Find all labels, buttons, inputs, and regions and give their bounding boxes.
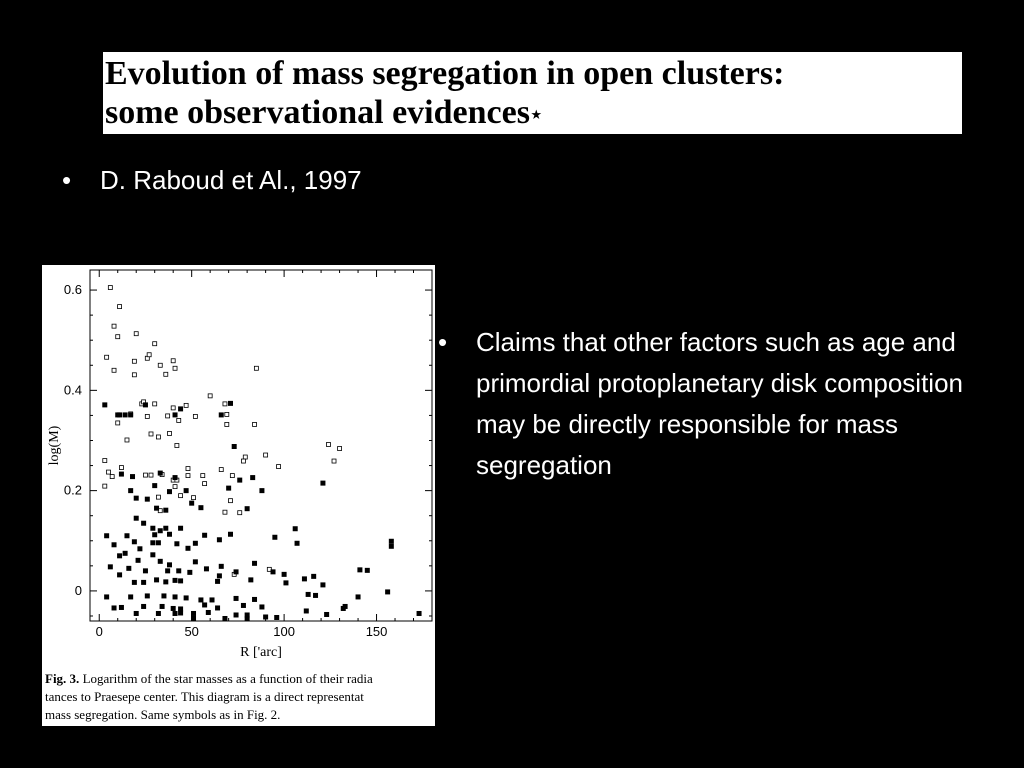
caption-line-2: tances to Praesepe center. This diagram is a direct representat [45, 689, 364, 704]
data-point-filled [132, 539, 137, 544]
data-point-filled [226, 486, 231, 491]
data-point-filled [311, 574, 316, 579]
data-point-filled [123, 551, 128, 556]
data-point-open [145, 414, 149, 418]
data-point-filled [295, 541, 300, 546]
data-point-open [166, 414, 170, 418]
data-point-filled [304, 608, 309, 613]
x-tick-label: 0 [95, 624, 103, 639]
figure-caption [45, 670, 435, 724]
data-point-open [241, 459, 245, 463]
data-point-filled [206, 610, 211, 615]
data-point-filled [167, 562, 172, 567]
data-point-filled [252, 597, 257, 602]
data-point-filled [219, 564, 224, 569]
data-point-filled [104, 594, 109, 599]
data-point-open [223, 402, 227, 406]
data-point-filled [119, 472, 124, 477]
data-point-filled [156, 540, 161, 545]
data-point-filled [282, 572, 287, 577]
x-tick-label: 100 [273, 624, 295, 639]
title-line-2-text: some observational evidences [105, 94, 530, 131]
data-point-open [179, 494, 183, 498]
data-point-open [103, 459, 107, 463]
data-point-open [108, 286, 112, 290]
data-point-filled [158, 559, 163, 564]
data-point-filled [189, 501, 194, 506]
data-point-filled [141, 521, 146, 526]
data-point-filled [198, 597, 203, 602]
data-point-open [238, 511, 242, 515]
data-point-filled [302, 576, 307, 581]
data-point-open [173, 485, 177, 489]
data-point-open [158, 363, 162, 367]
data-point-filled [158, 528, 163, 533]
data-point-filled [150, 526, 155, 531]
data-point-open [223, 510, 227, 514]
data-point-filled [293, 526, 298, 531]
data-point-filled [124, 533, 129, 538]
data-point-open [193, 414, 197, 418]
data-point-open [134, 332, 138, 336]
data-point-open [112, 324, 116, 328]
bullet-dot: • [62, 165, 72, 195]
data-point-open [171, 359, 175, 363]
data-point-filled [167, 489, 172, 494]
data-point-filled [259, 604, 264, 609]
data-point-open [116, 335, 120, 339]
data-point-filled [324, 612, 329, 617]
data-point-open [132, 373, 136, 377]
data-point-filled [173, 578, 178, 583]
data-point-filled [112, 542, 117, 547]
data-point-filled [104, 533, 109, 538]
data-point-open [118, 305, 122, 309]
data-point-filled [145, 497, 150, 502]
data-point-open [253, 422, 257, 426]
data-point-filled [245, 616, 250, 621]
data-point-filled [130, 474, 135, 479]
data-point-open [277, 465, 281, 469]
data-point-filled [154, 506, 159, 511]
data-point-filled [222, 616, 227, 621]
data-point-filled [178, 406, 183, 411]
data-point-filled [134, 611, 139, 616]
data-point-filled [234, 569, 239, 574]
data-point-open [228, 499, 232, 503]
data-point-open [156, 435, 160, 439]
data-point-filled [132, 580, 137, 585]
data-point-filled [145, 593, 150, 598]
data-point-filled [156, 611, 161, 616]
data-point-open [147, 353, 151, 357]
data-point-open [186, 467, 190, 471]
data-point-open [184, 403, 188, 407]
data-point-filled [128, 412, 133, 417]
data-point-filled [152, 532, 157, 537]
data-point-filled [117, 412, 122, 417]
data-point-filled [234, 596, 239, 601]
y-tick-label: 0.6 [63, 282, 82, 298]
data-point-filled [250, 475, 255, 480]
data-point-open [208, 394, 212, 398]
data-point-open [201, 474, 205, 478]
data-point-filled [193, 541, 198, 546]
data-point-filled [134, 496, 139, 501]
x-tick-label: 150 [365, 624, 388, 639]
data-point-filled [320, 582, 325, 587]
data-point-open [173, 366, 177, 370]
caption-label: Fig. 3. [45, 671, 80, 686]
data-point-open [106, 470, 110, 474]
data-point-filled [117, 572, 122, 577]
data-point-filled [417, 611, 422, 616]
y-tick-label: 0.4 [63, 382, 82, 398]
data-point-filled [283, 580, 288, 585]
data-point-filled [202, 533, 207, 538]
data-point-filled [237, 478, 242, 483]
data-point-filled [185, 546, 190, 551]
data-point-filled [215, 579, 220, 584]
data-point-filled [184, 595, 189, 600]
data-point-open [132, 359, 136, 363]
y-tick-label: 0.2 [63, 482, 82, 498]
data-point-filled [178, 610, 183, 615]
data-point-filled [143, 402, 148, 407]
data-point-filled [259, 488, 264, 493]
data-point-open [105, 355, 109, 359]
data-point-filled [173, 412, 178, 417]
data-point-filled [163, 579, 168, 584]
data-point-open [338, 447, 342, 451]
data-point-filled [134, 516, 139, 521]
data-point-filled [158, 471, 163, 476]
data-point-filled [228, 401, 233, 406]
data-point-filled [165, 568, 170, 573]
data-point-filled [357, 567, 362, 572]
data-point-filled [271, 569, 276, 574]
bullet-dot: • [438, 327, 448, 357]
data-point-filled [204, 566, 209, 571]
data-point-open [219, 468, 223, 472]
title-line-2 [105, 93, 542, 133]
figure-panel [42, 265, 435, 726]
data-point-open [119, 466, 123, 470]
data-point-filled [245, 506, 250, 511]
data-point-filled [210, 597, 215, 602]
title-line-1: Evolution of mass segregation in open clusters: [105, 55, 785, 92]
data-point-filled [150, 552, 155, 557]
data-point-filled [163, 508, 168, 513]
data-point-open [230, 474, 234, 478]
data-point-open [167, 431, 171, 435]
data-point-filled [102, 402, 107, 407]
data-point-filled [154, 577, 159, 582]
data-point-open [175, 444, 179, 448]
y-axis-label: log(M) [47, 425, 62, 466]
data-point-open [171, 406, 175, 410]
data-point-filled [112, 605, 117, 610]
data-point-filled [191, 616, 196, 621]
data-point-filled [248, 577, 253, 582]
data-point-open [110, 475, 114, 479]
data-point-open [225, 412, 229, 416]
data-point-open [149, 473, 153, 477]
data-point-filled [234, 612, 239, 617]
data-point-filled [232, 444, 237, 449]
data-point-filled [126, 566, 131, 571]
data-point-filled [202, 602, 207, 607]
x-tick-label: 50 [184, 624, 199, 639]
data-point-filled [173, 594, 178, 599]
scatter-plot [42, 265, 435, 665]
x-axis-label: R ['arc] [240, 645, 282, 660]
star-footnote-mark: ⋆ [529, 104, 543, 126]
data-point-filled [108, 564, 113, 569]
plot-frame [90, 270, 432, 621]
data-point-open [243, 455, 247, 459]
data-point-filled [241, 603, 246, 608]
data-point-open [149, 432, 153, 436]
data-point-filled [219, 412, 224, 417]
data-point-filled [389, 539, 394, 544]
data-point-filled [389, 544, 394, 549]
data-point-filled [193, 559, 198, 564]
data-point-filled [143, 568, 148, 573]
data-point-filled [171, 606, 176, 611]
data-point-filled [178, 578, 183, 583]
data-point-filled [160, 604, 165, 609]
data-point-open [125, 438, 129, 442]
data-point-open [254, 366, 258, 370]
data-point-filled [272, 535, 277, 540]
data-point-open [192, 496, 196, 500]
data-point-filled [173, 611, 178, 616]
data-point-open [153, 402, 157, 406]
data-point-filled [187, 570, 192, 575]
data-point-open [186, 474, 190, 478]
data-point-filled [176, 568, 181, 573]
data-point-filled [141, 604, 146, 609]
data-point-open [156, 495, 160, 499]
data-point-open [326, 442, 330, 446]
data-point-filled [215, 605, 220, 610]
data-point-open [164, 372, 168, 376]
data-point-filled [217, 573, 222, 578]
data-point-filled [313, 593, 318, 598]
data-point-open [116, 421, 120, 425]
data-point-filled [306, 592, 311, 597]
data-point-filled [356, 594, 361, 599]
data-point-filled [137, 546, 142, 551]
bullet-author [62, 160, 482, 201]
data-point-filled [252, 561, 257, 566]
caption-line-1 [45, 670, 435, 688]
data-point-filled [385, 589, 390, 594]
data-point-filled [163, 526, 168, 531]
data-point-filled [217, 537, 222, 542]
data-point-filled [141, 580, 146, 585]
data-point-open [177, 418, 181, 422]
bullet-claims-text: Claims that other factors such as age and primordial protoplanetary disk composition may be directly responsible for mass segregation [476, 327, 964, 480]
data-point-filled [184, 488, 189, 493]
data-point-open [332, 459, 336, 463]
data-point-filled [167, 532, 172, 537]
data-point-filled [191, 611, 196, 616]
data-point-open [143, 473, 147, 477]
bullet-author-text: D. Raboud et Al., 1997 [100, 165, 362, 195]
data-point-filled [128, 594, 133, 599]
data-point-filled [228, 532, 233, 537]
data-point-filled [174, 541, 179, 546]
caption-line-3: mass segregation. Same symbols as in Fig. 2. [45, 707, 281, 722]
data-point-open [153, 342, 157, 346]
data-point-open [112, 368, 116, 372]
data-point-filled [117, 553, 122, 558]
data-point-filled [173, 475, 178, 480]
data-point-filled [161, 593, 166, 598]
data-point-filled [343, 604, 348, 609]
title-banner [103, 52, 962, 134]
data-point-filled [320, 481, 325, 486]
bullet-claims [438, 322, 998, 492]
data-point-filled [119, 605, 124, 610]
data-point-filled [123, 412, 128, 417]
data-point-open [203, 482, 207, 486]
data-point-filled [263, 614, 268, 619]
data-point-filled [150, 540, 155, 545]
data-point-filled [136, 558, 141, 563]
data-point-filled [198, 505, 203, 510]
y-tick-label: 0 [74, 582, 82, 598]
data-point-filled [128, 488, 133, 493]
data-point-filled [274, 615, 279, 620]
data-point-open [103, 484, 107, 488]
data-point-filled [152, 483, 157, 488]
caption-line-1-text: Logarithm of the star masses as a function of their radia [82, 671, 373, 686]
data-point-filled [365, 568, 370, 573]
data-point-open [264, 453, 268, 457]
data-point-open [225, 422, 229, 426]
data-point-filled [178, 526, 183, 531]
